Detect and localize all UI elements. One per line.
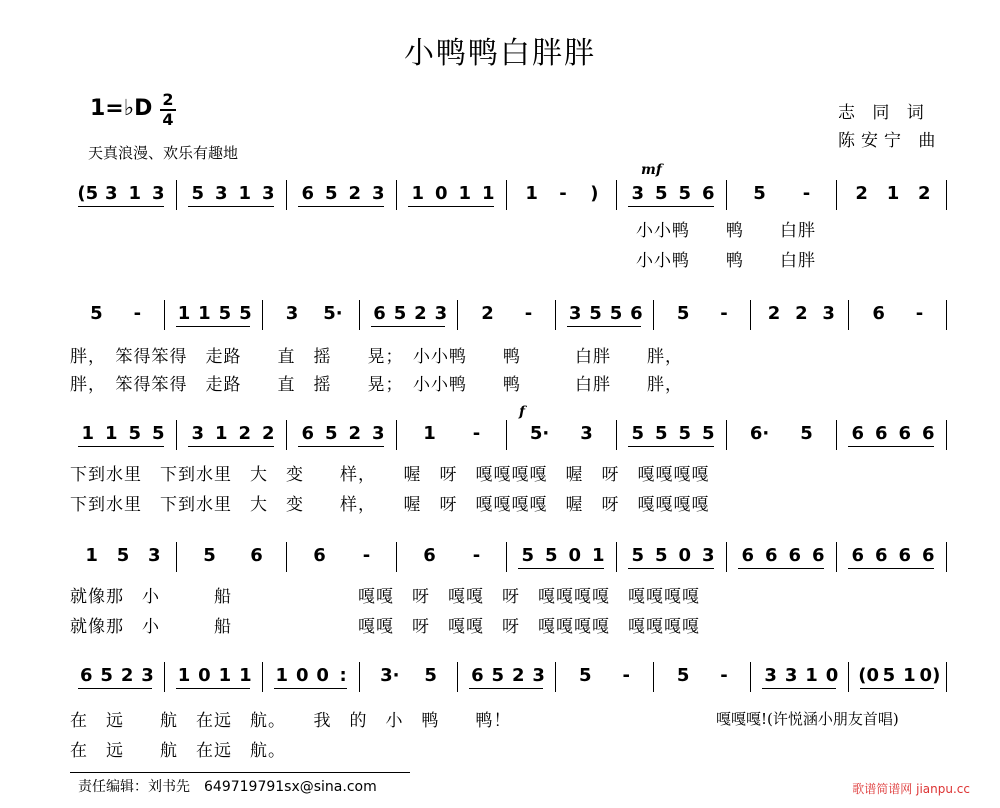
barline — [176, 420, 177, 450]
note: 2 — [918, 183, 931, 204]
note: 5 — [424, 665, 437, 686]
barline — [616, 180, 617, 210]
barline — [164, 300, 165, 330]
note: 6 — [301, 423, 315, 444]
lyric-row-3-verse-1: 下到水里 下到水里 大 变 样， 喔 呀 嘎嘎嘎嘎 喔 呀 嘎嘎嘎嘎 — [70, 465, 710, 485]
note: - — [720, 665, 728, 686]
note: 6 — [79, 665, 93, 686]
lyric-row-4-verse-2: 就像那 小 船 嘎嘎 呀 嘎嘎 呀 嘎嘎嘎嘎 嘎嘎嘎嘎 — [70, 617, 700, 637]
beam-underline — [298, 446, 384, 447]
tempo-mood: 天真浪漫、欢乐有趣地 — [88, 144, 239, 162]
lyric-row-1-verse-2: 小小鸭 鸭 白胖 — [636, 251, 816, 271]
note: 6 — [423, 545, 436, 566]
note: 1 — [104, 423, 118, 444]
barline — [726, 420, 727, 450]
note: 5 — [654, 183, 668, 204]
barline — [506, 542, 507, 572]
time-bottom: 4 — [162, 110, 174, 129]
note: 6 — [764, 545, 778, 566]
note: 1 — [177, 303, 191, 324]
note: 3 — [285, 303, 299, 324]
note: 1 — [525, 183, 538, 204]
barline — [262, 300, 263, 330]
note: 3 — [151, 183, 165, 204]
note: 5 — [491, 665, 505, 686]
note: 3 — [371, 423, 385, 444]
note: (5 — [77, 183, 99, 204]
beam-underline — [860, 688, 934, 689]
beam-underline — [848, 568, 934, 569]
barline — [848, 662, 849, 692]
note: 5 — [151, 423, 165, 444]
note: 1 — [275, 665, 289, 686]
note: 3 — [434, 303, 448, 324]
note: ) — [590, 183, 599, 204]
barline — [836, 542, 837, 572]
beam-underline — [78, 688, 152, 689]
note: 2 — [767, 303, 781, 324]
note: 0 — [825, 665, 839, 686]
barline — [946, 300, 947, 330]
beam-underline — [762, 688, 836, 689]
barline — [396, 420, 397, 450]
staff-row-5 — [70, 658, 950, 698]
note: 1 — [85, 545, 98, 566]
note: - — [915, 303, 924, 324]
note: 3 — [701, 545, 715, 566]
note: - — [133, 303, 142, 324]
note: - — [802, 183, 811, 204]
lyric-row-4-verse-1: 就像那 小 船 嘎嘎 呀 嘎嘎 呀 嘎嘎嘎嘎 嘎嘎嘎嘎 — [70, 587, 700, 607]
barline — [836, 180, 837, 210]
note: 0) — [919, 665, 941, 686]
dynamic-f: f — [519, 404, 526, 420]
note: 5 — [654, 423, 668, 444]
barline — [506, 420, 507, 450]
beam-underline — [78, 206, 164, 207]
barline — [726, 180, 727, 210]
note: 3 — [631, 183, 645, 204]
note: 5 — [239, 303, 252, 324]
note: 2 — [238, 423, 252, 444]
note: 2 — [855, 183, 868, 204]
note: 6 — [250, 545, 263, 566]
note: 6 — [701, 183, 715, 204]
ending-note: 嘎嘎嘎!(许悦涵小朋友首唱) — [716, 710, 899, 728]
note: 5 — [631, 423, 645, 444]
beam-underline — [628, 446, 714, 447]
note: 5 — [324, 423, 338, 444]
watermark — [852, 780, 970, 797]
note: 5 — [324, 183, 338, 204]
barline — [506, 180, 507, 210]
beam-underline — [518, 568, 604, 569]
note: 5 — [676, 303, 690, 324]
note: 5 — [654, 545, 668, 566]
note: 3 — [214, 183, 228, 204]
note: 1 — [886, 183, 900, 204]
note: - — [362, 545, 371, 566]
barline — [555, 662, 556, 692]
note: 1 — [423, 423, 436, 444]
beam-underline — [176, 688, 250, 689]
note: 5 — [678, 423, 692, 444]
note: 1 — [198, 303, 211, 324]
note: 5 — [678, 183, 692, 204]
note: 1 — [128, 183, 142, 204]
beam-underline — [188, 446, 274, 447]
staff-row-1 — [70, 176, 950, 216]
note: 5 — [116, 545, 130, 566]
note: 2 — [120, 665, 134, 686]
barline — [176, 542, 177, 572]
staff-row-2 — [70, 296, 950, 336]
note: 6 — [851, 423, 865, 444]
note: 6 — [898, 545, 912, 566]
barline — [946, 180, 947, 210]
note: : — [339, 665, 347, 686]
note: 6 — [313, 545, 326, 566]
beam-underline — [738, 568, 824, 569]
note: 6 — [851, 545, 865, 566]
lyric-row-5-verse-2: 在 远 航 在远 航。 — [70, 741, 286, 761]
note: 3 — [104, 183, 118, 204]
note: 0 — [678, 545, 692, 566]
barline — [616, 420, 617, 450]
note: 5 — [544, 545, 558, 566]
note: 3 — [261, 183, 275, 204]
barline — [836, 420, 837, 450]
lyric-row-5-verse-1: 在 远 航 在远 航。 我 的 小 鸭 鸭！ — [70, 711, 512, 731]
note: - — [720, 303, 728, 324]
beam-underline — [628, 206, 714, 207]
barline — [616, 542, 617, 572]
note: 1 — [481, 183, 495, 204]
beam-underline — [274, 688, 348, 689]
note: 6 — [898, 423, 912, 444]
beam-underline — [298, 206, 384, 207]
beam-underline — [371, 326, 445, 327]
barline — [457, 300, 458, 330]
note: 5 — [676, 665, 690, 686]
barline — [286, 420, 287, 450]
note: 5· — [529, 423, 550, 444]
staff-row-3 — [70, 416, 950, 456]
note: 6 — [788, 545, 802, 566]
note: 6 — [373, 303, 386, 324]
lyric-row-1-verse-1: 小小鸭 鸭 白胖 — [636, 221, 816, 241]
note: 5 — [579, 665, 592, 686]
barline — [946, 420, 947, 450]
beam-underline — [848, 446, 934, 447]
note: 6 — [811, 545, 825, 566]
editor-credit: 责任编辑：刘书先 649719791sx@sina.com — [78, 779, 377, 795]
note: 5 — [90, 303, 103, 324]
barline — [946, 542, 947, 572]
note: 1 — [214, 423, 228, 444]
barline — [653, 662, 654, 692]
composer-credit: 陈安宁 曲 — [838, 131, 942, 151]
note: 6· — [749, 423, 770, 444]
note: 1 — [218, 665, 232, 686]
lyric-row-2-verse-2: 胖， 笨得笨得 走路 直 摇 晃； 小小鸭 鸭 白胖 胖， — [70, 375, 683, 395]
barline — [176, 180, 177, 210]
staff-row-4 — [70, 538, 950, 578]
barline — [164, 662, 165, 692]
beam-underline — [628, 568, 714, 569]
note: 5 — [631, 545, 645, 566]
note: 5 — [882, 665, 896, 686]
note: 0 — [434, 183, 448, 204]
beam-underline — [78, 446, 164, 447]
note: 6 — [301, 183, 315, 204]
barline — [848, 300, 849, 330]
note: 6 — [921, 545, 935, 566]
note: 3· — [380, 665, 400, 686]
beam-underline — [408, 206, 494, 207]
note: 5 — [128, 423, 142, 444]
note: 3 — [148, 545, 161, 566]
barline — [653, 300, 654, 330]
note: 5 — [701, 423, 715, 444]
note: (0 — [858, 665, 879, 686]
note: 0 — [316, 665, 329, 686]
note: 5 — [100, 665, 113, 686]
note: 5 — [191, 183, 205, 204]
note: 3 — [141, 665, 154, 686]
note: 5 — [521, 545, 535, 566]
note: 1 — [81, 423, 95, 444]
note: 3 — [580, 423, 593, 444]
footer-divider — [70, 772, 410, 773]
lyricist-credit: 志 同 词 — [838, 103, 930, 123]
page-title: 小鸭鸭白胖胖 — [404, 36, 596, 71]
note: 3 — [822, 303, 835, 324]
note: 2 — [414, 303, 427, 324]
barline — [396, 542, 397, 572]
note: 3 — [568, 303, 582, 324]
note: 3 — [191, 423, 205, 444]
note: 6 — [874, 545, 888, 566]
note: 6 — [874, 423, 888, 444]
note: 6 — [630, 303, 643, 324]
note: 2 — [348, 423, 362, 444]
note: 2 — [348, 183, 362, 204]
note: - — [472, 423, 481, 444]
watermark-domain: jianpu.cc — [916, 782, 970, 796]
note: 5 — [393, 303, 407, 324]
barline — [457, 662, 458, 692]
note: 0 — [568, 545, 582, 566]
beam-underline — [176, 326, 250, 327]
note: 2 — [481, 303, 494, 324]
note: 5 — [609, 303, 623, 324]
barline — [946, 662, 947, 692]
note: 6 — [872, 303, 885, 324]
note: 2 — [795, 303, 808, 324]
note: 6 — [741, 545, 755, 566]
note: 5 — [753, 183, 766, 204]
note: 5 — [203, 545, 216, 566]
note: 1 — [903, 665, 916, 686]
note: - — [622, 665, 630, 686]
note: 6 — [921, 423, 935, 444]
note: 5 — [800, 423, 813, 444]
note: 5 — [589, 303, 602, 324]
note: 0 — [198, 665, 211, 686]
note: 2 — [511, 665, 525, 686]
beam-underline — [188, 206, 274, 207]
lyric-row-3-verse-2: 下到水里 下到水里 大 变 样， 喔 呀 嘎嘎嘎嘎 喔 呀 嘎嘎嘎嘎 — [70, 495, 710, 515]
note: 5 — [218, 303, 232, 324]
note: 6 — [471, 665, 484, 686]
barline — [750, 300, 751, 330]
note: 2 — [261, 423, 275, 444]
lyric-row-2-verse-1: 胖， 笨得笨得 走路 直 摇 晃； 小小鸭 鸭 白胖 胖， — [70, 347, 683, 367]
note: 3 — [532, 665, 545, 686]
time-signature — [160, 92, 176, 128]
note: 1 — [458, 183, 472, 204]
note: 3 — [784, 665, 798, 686]
time-top: 2 — [162, 90, 174, 109]
note: 1 — [239, 665, 252, 686]
note: - — [524, 303, 533, 324]
barline — [726, 542, 727, 572]
note: 1 — [177, 665, 191, 686]
dynamic-mf: mf — [641, 162, 662, 178]
barline — [262, 662, 263, 692]
watermark-site: 歌谱简谱网 — [852, 782, 913, 796]
note: 3 — [764, 665, 777, 686]
note: 1 — [238, 183, 252, 204]
note: 0 — [295, 665, 309, 686]
barline — [359, 300, 360, 330]
barline — [359, 662, 360, 692]
barline — [750, 662, 751, 692]
barline — [286, 542, 287, 572]
note: 1 — [411, 183, 425, 204]
note: 1 — [805, 665, 818, 686]
note: 5· — [323, 303, 343, 324]
barline — [286, 180, 287, 210]
note: - — [559, 183, 567, 204]
beam-underline — [469, 688, 543, 689]
barline — [555, 300, 556, 330]
barline — [396, 180, 397, 210]
beam-underline — [567, 326, 641, 327]
note: 1 — [591, 545, 605, 566]
note: 3 — [371, 183, 385, 204]
key-signature: 1=♭D — [90, 96, 153, 121]
note: - — [472, 545, 481, 566]
